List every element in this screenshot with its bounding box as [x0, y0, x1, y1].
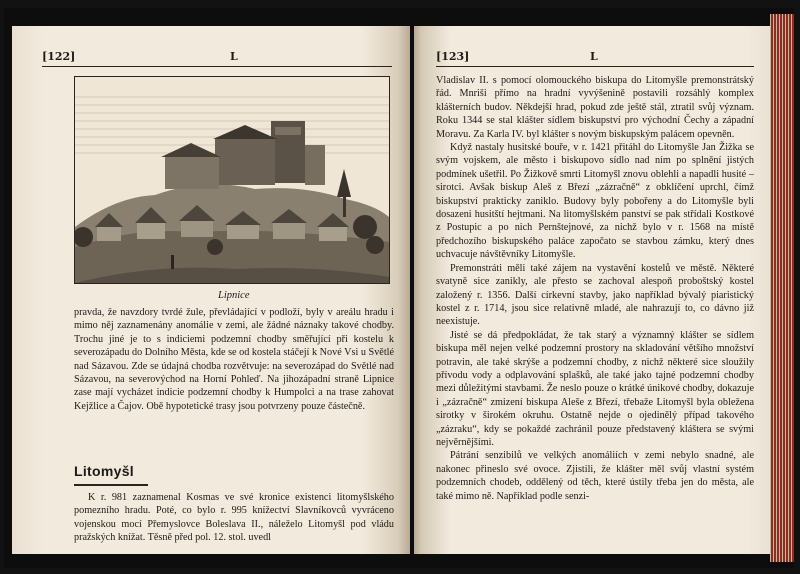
page-number-right: [123]: [436, 50, 470, 63]
page-edges: [770, 14, 794, 562]
left-paragraph: pravda, že navzdory tvrdé žule, převládající v podloží, byly v areálu hradu i mimo něj zaznamenány anomálie v zemi, ale žádné náznaky takové chodby. Trochu jiné je to s indiciemi podzemní chodby směřující při kostelu k severozápadu do Dolního Města, kde se od kostela stáčejí k Nové Vsi u Světlé nad Sázavou. Zde se údajná chodba rozvětvuje: na severozápad do Světlé nad Sázavou, na severovýchod na Horní Pohleď. Na jihozápadní straně Lipnice zase mají vycházet indicie podzemní chodby k Humpolci a na trase zahovat Kejžlice a Čajov. Obě hypotetické trasy jsou potvrzeny pouze částečně.: [74, 307, 394, 412]
lipnice-castle-engraving: [74, 76, 390, 284]
section-heading: Litomyšl: [74, 463, 134, 479]
header-rule-left: [42, 66, 392, 67]
right-paragraph: Když nastaly husitské bouře, v r. 1421 přitáhl do Litomyšle Jan Žižka se svým vojskem, ale město i biskupovo sídlo nad ním po splnění jistých podmínek ušetřil. Po Žižkově smrti Litomyšl znovu oblehli a napadli husité – sirotci. Avšak biskup Aleš z Březí „zázračně“ z obklíčení uprchl, čímž biskupství prakticky zaniklo. Budovy byly pobořeny a do Litomyšle byli dosazeni husitští hejtmani. Na litomyšlském panství se pak střídali Kostkové z Postupic a po nich Pernštejnové, za nichž bylo v r. 1568 na místě předchozího biskupského paláce započato se stavbou zámku, který dnes uchvacuje návštěvníky Litomyšle.: [436, 142, 754, 261]
illustration-caption: Lipnice: [218, 290, 250, 301]
header-rule-right: [436, 66, 754, 67]
open-book: [4, 8, 794, 568]
right-body-text: [436, 74, 754, 503]
running-head-right: L: [590, 50, 598, 63]
right-page: [414, 26, 776, 554]
right-paragraph: Premonstráti měli také zájem na vystavění kostelů ve městě. Některé svatyně sice zanikly, ale přesto se zachoval alespoň proboštský kostel založený r. 1356. Další církevní stavby, jako například bývalý piaristický kostel z r. 1714, jsou sice relativně mladé, ale nahrazují to, co dávno již neexistuje.: [436, 262, 754, 328]
left-paragraph: K r. 981 zaznamenal Kosmas ve své kronice existenci litomyšlského pomezního hradu. Poté, co bylo r. 995 knížectví Slavníkovců vyvráceno vojenskou mocí Přemyslovce Boleslava II., náleželo Litomyšl pod vládu pražských knížat. Těsně před pol. 12. stol. uvedl: [74, 492, 394, 544]
left-page: [12, 26, 410, 554]
right-paragraph: Vladislav II. s pomocí olomouckého biskupa do Litomyšle premonstrátský řád. Mnriši přímo na hradní vyvýšenině postavili rozsáhlý komplex klášterních budov. Někdejší hrad, pokud zde ještě stál, ztratil svůj význam. Roku 1344 se stal klášter sídlem biskupství pro východní Čechy a západní Moravu. Za Karla IV. byl klášter s novým biskupským palácem opevněn.: [436, 75, 754, 140]
left-body-text-2: [74, 491, 394, 545]
right-paragraph: Pátrání senzibilů ve velkých anomáliích v zemi nebylo snadné, ale nakonec přineslo své ovoce. Zjistili, že klášter měl svůj vlastní systém podzemních chodeb, oddělený od těch, které ústily třeba jen do města, ale také mimo ně. Například podle senzi-: [436, 450, 754, 502]
right-paragraph: Jisté se dá předpokládat, že tak starý a významný klášter se sídlem biskupa měl nejen velké podzemní prostory na skladování většího množství potravin, ale také skrýše a podzemní chodby, z nichž některé sice sloužily přívodu vody a odplavování splašků, ale také jako tajné podzemní chodby mezi důležitými stavbami. Že neslo pouze o krátké únikové chodby, dokazuje i „zázračně“ zmizení biskupa Aleše z Březí, třebaže Litomyšl byla obležena sirotky v širokém okruhu. Ostatně nejde o ojedinělý případ takového „zázraku“, kdy se pokaždé zachránil pouze představený kláštera se svými nejvěrnějšími.: [436, 329, 754, 448]
page-number-left: [122]: [42, 50, 76, 63]
running-head-left: L: [230, 50, 238, 63]
section-underline: [74, 484, 148, 486]
left-body-text: [74, 306, 394, 413]
